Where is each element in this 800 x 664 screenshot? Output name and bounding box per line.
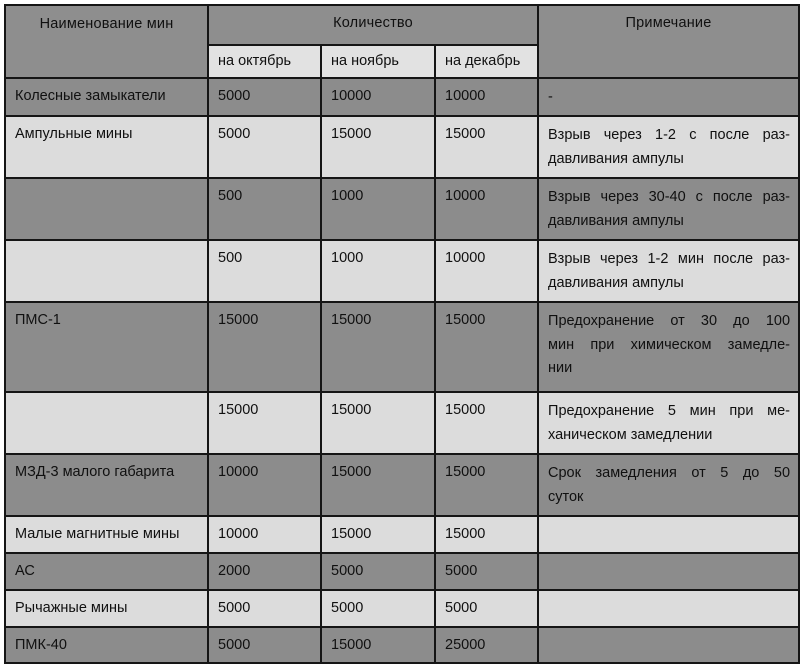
note-line: мин при химическом замедле- [548,336,791,353]
cell-qty-october [208,590,321,627]
table-row [5,392,799,454]
mine-name-text: ПМК-40 [15,636,67,653]
cell-mine-name [5,553,208,590]
note-line: Предохранение от 30 до 100 [548,313,791,330]
cell-qty-december [435,240,538,302]
cell-qty-october [208,116,321,178]
header-quantity-group [208,5,538,45]
header-name-column [5,5,208,78]
note-line: суток [548,488,584,505]
cell-mine-name [5,116,208,178]
note-line: давливания ампулы [548,212,684,229]
cell-qty-october [208,627,321,664]
note-text [539,455,798,515]
cell-qty-october [208,454,321,516]
cell-qty-october-text: 500 [218,188,243,205]
header-sub-november [321,45,435,78]
cell-qty-october [208,392,321,454]
header-sub-november-label: на ноябрь [331,53,399,69]
cell-qty-december-text: 10000 [445,188,486,205]
mine-name-text: Малые магнитные мины [15,526,180,543]
cell-qty-october-text: 2000 [218,563,251,580]
cell-qty-december [435,392,538,454]
note-text [539,117,798,177]
cell-qty-november [321,590,435,627]
cell-qty-october-text: 500 [218,250,243,267]
cell-note [538,240,799,302]
mine-name-text: ПМС-1 [15,312,61,329]
cell-qty-october [208,78,321,116]
cell-qty-november [321,516,435,553]
table-row [5,454,799,516]
cell-qty-december [435,516,538,553]
cell-qty-november [321,78,435,116]
cell-mine-name [5,302,208,392]
cell-qty-december-text: 15000 [445,464,486,481]
cell-qty-november-text: 5000 [331,563,364,580]
cell-qty-november-text: 1000 [331,250,364,267]
table-row [5,627,799,664]
cell-mine-name [5,78,208,116]
mines-quantity-table [4,4,800,664]
table-row [5,116,799,178]
cell-qty-december-text: 10000 [445,88,486,104]
table-row [5,302,799,392]
header-quantity-label: Количество [333,15,413,31]
cell-mine-name [5,516,208,553]
cell-qty-december [435,78,538,116]
cell-note [538,302,799,392]
mine-name-text: АС [15,563,35,580]
cell-note [538,116,799,178]
cell-qty-november-text: 15000 [331,636,372,653]
cell-qty-december [435,553,538,590]
note-line: давливания ампулы [548,150,684,167]
cell-qty-november [321,302,435,392]
header-note-column [538,5,799,78]
cell-qty-november [321,240,435,302]
cell-qty-december-text: 15000 [445,126,486,143]
header-row-main [5,5,799,45]
table-row [5,590,799,627]
cell-qty-november-text: 15000 [331,402,372,419]
cell-qty-october [208,240,321,302]
mine-name-text: Колесные замыкатели [15,88,166,104]
cell-qty-december-text: 5000 [445,563,478,580]
note-line: Взрыв через 1-2 с после раз- [548,127,791,144]
cell-qty-december-text: 25000 [445,636,486,653]
cell-qty-november-text: 15000 [331,526,372,543]
mine-name-text: Рычажные мины [15,599,128,616]
note-line: нии [548,360,573,377]
note-line: Взрыв через 1-2 мин после раз- [548,251,791,268]
note-line: Срок замедления от 5 до 50 [548,465,791,482]
cell-qty-november [321,392,435,454]
cell-qty-november-text: 15000 [331,464,372,481]
note-line: - [548,89,553,105]
cell-qty-december [435,627,538,664]
cell-qty-november-text: 10000 [331,88,372,104]
table-row [5,553,799,590]
mine-name-text [6,393,207,406]
cell-qty-december [435,454,538,516]
cell-qty-december [435,302,538,392]
cell-note [538,392,799,454]
header-sub-october [208,45,321,78]
cell-qty-november [321,627,435,664]
note-text [539,303,798,386]
header-note-label: Примечание [625,15,712,31]
mine-name-text [6,179,207,192]
cell-qty-october-text: 5000 [218,126,251,143]
table-header [5,5,799,78]
note-text [539,591,798,604]
cell-qty-november [321,454,435,516]
note-text [539,241,798,301]
table-body [5,78,799,663]
header-name-label: Наименование мин [39,16,174,32]
cell-qty-december-text: 10000 [445,250,486,267]
cell-note [538,516,799,553]
cell-qty-november-text: 15000 [331,312,372,329]
cell-note [538,627,799,664]
cell-qty-november-text: 1000 [331,188,364,205]
cell-qty-december [435,116,538,178]
table-row [5,178,799,240]
note-text [539,517,798,530]
cell-qty-november-text: 5000 [331,599,364,616]
cell-note [538,590,799,627]
cell-qty-december [435,590,538,627]
cell-qty-october [208,302,321,392]
cell-note [538,553,799,590]
cell-qty-october-text: 5000 [218,636,251,653]
header-sub-december-label: на декабрь [445,53,521,69]
cell-mine-name [5,178,208,240]
cell-qty-december-text: 5000 [445,599,478,616]
cell-qty-october-text: 5000 [218,88,251,104]
table-row [5,516,799,553]
cell-qty-october-text: 15000 [218,402,259,419]
cell-qty-december-text: 15000 [445,526,486,543]
mine-name-text: МЗД-3 малого габарита [15,464,175,481]
cell-qty-october [208,178,321,240]
cell-mine-name [5,454,208,516]
cell-qty-october [208,553,321,590]
cell-note [538,178,799,240]
cell-qty-december-text: 15000 [445,312,486,329]
cell-qty-october-text: 5000 [218,599,251,616]
cell-qty-october [208,516,321,553]
cell-mine-name [5,392,208,454]
scanned-page [0,4,800,653]
cell-qty-november-text: 15000 [331,126,372,143]
cell-note [538,454,799,516]
cell-qty-december-text: 15000 [445,402,486,419]
note-line: Взрыв через 30-40 с после раз- [548,189,791,206]
note-text [539,393,798,453]
note-text [539,179,798,239]
cell-note [538,78,799,116]
cell-qty-october-text: 15000 [218,312,259,329]
table-row [5,78,799,116]
table-row [5,240,799,302]
header-sub-december [435,45,538,78]
cell-mine-name [5,627,208,664]
cell-qty-october-text: 10000 [218,464,259,481]
note-line: Предохранение 5 мин при ме- [548,403,791,420]
note-line: ханическом замедлении [548,426,713,443]
note-text [539,79,798,115]
note-line: давливания ампулы [548,274,684,291]
cell-qty-november [321,178,435,240]
mine-name-text: Ампульные мины [15,126,133,143]
header-sub-october-label: на октябрь [218,53,292,69]
cell-mine-name [5,240,208,302]
cell-qty-november [321,553,435,590]
cell-qty-november [321,116,435,178]
note-text [539,628,798,641]
note-text [539,554,798,567]
cell-qty-december [435,178,538,240]
cell-mine-name [5,590,208,627]
mine-name-text [6,241,207,254]
cell-qty-october-text: 10000 [218,526,259,543]
